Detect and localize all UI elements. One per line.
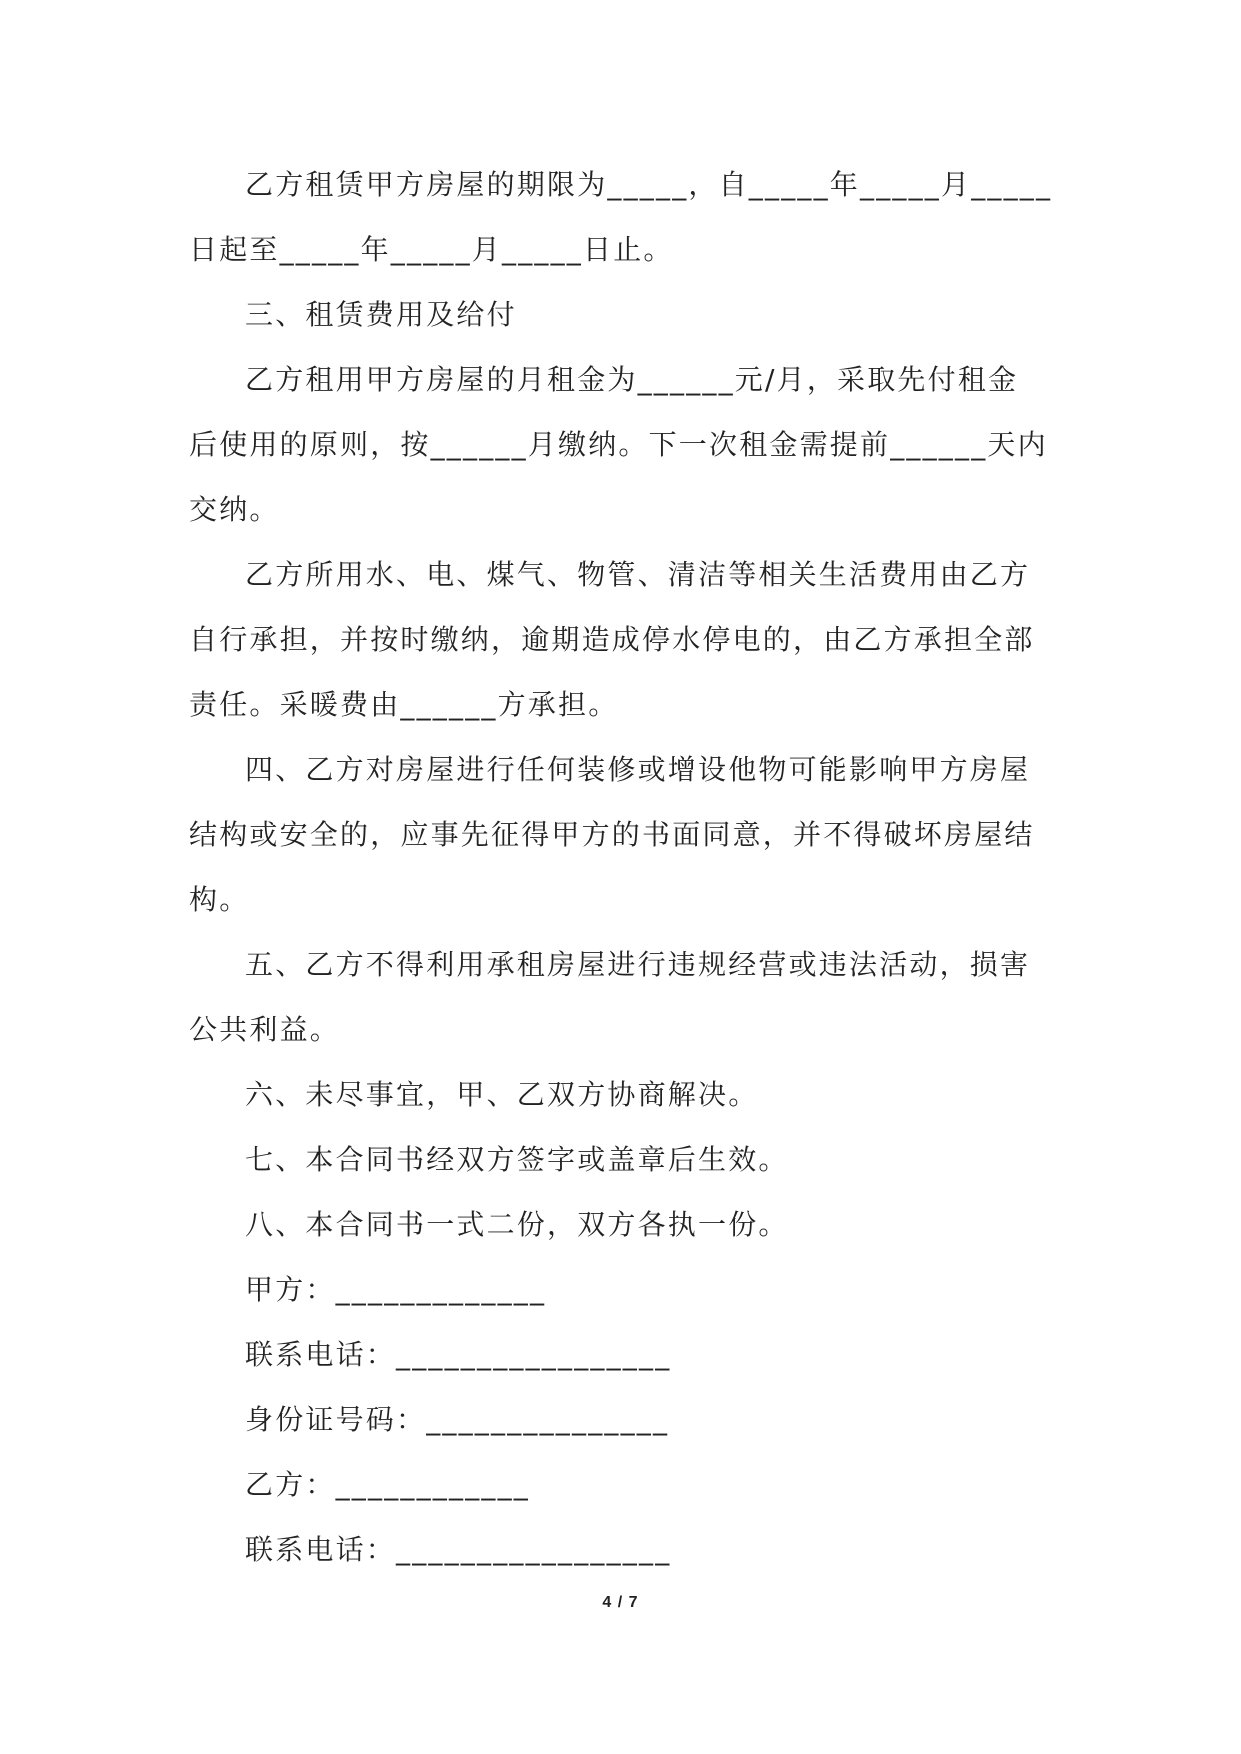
text-line: 七、本合同书经双方签字或盖章后生效。 — [245, 1143, 789, 1176]
text-line: 后使用的原则，按______月缴纳。下一次租金需提前______天内 — [189, 428, 1048, 461]
text-line: 责任。采暖费由______方承担。 — [189, 688, 619, 721]
lease-term-paragraph — [189, 152, 1055, 282]
party-b-phone-field: 联系电话：_________________ — [245, 1533, 672, 1566]
text-line: 乙方所用水、电、煤气、物管、清洁等相关生活费用由乙方 — [245, 558, 1031, 591]
text-line: 乙方租赁甲方房屋的期限为_____，自_____年_____月_____ — [245, 168, 1053, 201]
effectiveness-clause — [189, 1127, 1055, 1192]
rent-payment-paragraph — [189, 347, 1055, 542]
utilities-paragraph — [189, 542, 1055, 737]
renovation-clause — [189, 737, 1055, 932]
text-line: 乙方租用甲方房屋的月租金为______元/月，采取先付租金 — [245, 363, 1019, 396]
text-line: 公共利益。 — [189, 1013, 341, 1046]
text-line: 日起至_____年_____月_____日止。 — [189, 233, 674, 266]
text-line: 结构或安全的，应事先征得甲方的书面同意，并不得破坏房屋结 — [189, 818, 1035, 851]
document-body — [189, 152, 1055, 1582]
text-line: 八、本合同书一式二份，双方各执一份。 — [245, 1208, 789, 1241]
text-line: 自行承担，并按时缴纳，逾期造成停水停电的，由乙方承担全部 — [189, 623, 1035, 656]
signature-block — [189, 1257, 1055, 1582]
section-heading-rent — [189, 282, 1055, 347]
copies-clause — [189, 1192, 1055, 1257]
text-line: 交纳。 — [189, 493, 280, 526]
party-a-phone-field: 联系电话：_________________ — [245, 1338, 672, 1371]
party-b-signature-field: 乙方：____________ — [245, 1468, 531, 1501]
party-a-signature-field: 甲方：_____________ — [245, 1273, 547, 1306]
text-line: 四、乙方对房屋进行任何装修或增设他物可能影响甲方房屋 — [245, 753, 1031, 786]
unresolved-matters-clause — [189, 1062, 1055, 1127]
text-line: 六、未尽事宜，甲、乙双方协商解决。 — [245, 1078, 759, 1111]
page-number: 4 / 7 — [602, 1594, 639, 1611]
party-a-id-number-field: 身份证号码：_______________ — [245, 1403, 670, 1436]
text-line: 构。 — [189, 883, 250, 916]
illegal-use-clause — [189, 932, 1055, 1062]
text-line: 三、租赁费用及给付 — [245, 298, 517, 331]
text-line: 五、乙方不得利用承租房屋进行违规经营或违法活动，损害 — [245, 948, 1031, 981]
